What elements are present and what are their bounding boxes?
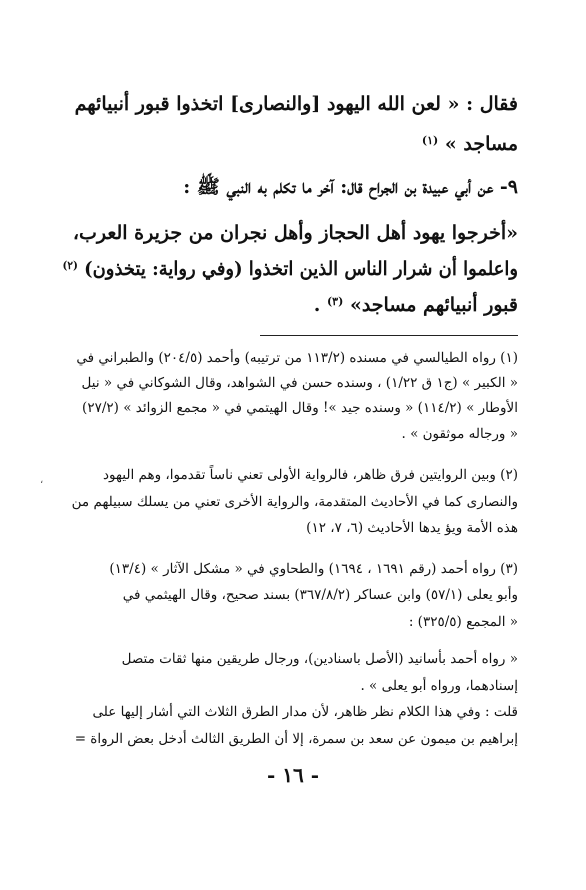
footnote-1-line-2: « الكبير » (ج١ ق ١/٢٢) ، وسنده حسن في الشواهد، وقال الشوكاني في « نيل xyxy=(81,375,518,391)
footnote-3-line-5: إسنادهما، ورواه أبو يعلى » . xyxy=(360,678,518,694)
footnote-1-line-4: « ورجاله موثقون » . xyxy=(401,426,518,442)
footnote-3-line-3: « المجمع (٣٢٥/٥) : xyxy=(408,614,518,630)
footnote-3-line-4: « رواه أحمد بأسانيد (الأصل باسنادين)، ورجال طريقين منها ثقات متصل xyxy=(121,651,518,667)
footnote-1-line-1: (١) رواه الطيالسي في مسنده (١١٣/٢ من ترتيبه) وأحمد (٢٠٤/٥) والطبراني في xyxy=(76,350,518,366)
page-number: - ١٦ - xyxy=(266,763,319,787)
footnote-3-line-2: وأبو يعلى (٥٧/١) وابن عساكر (٣٦٧/٨/٢) بسند صحيح، وقال الهيثمي في xyxy=(122,587,518,603)
body-line-5: واعلموا أن شرار الناس الذين اتخذوا (وفي رواية: يتخذون) $^{(٢)}$ xyxy=(62,258,519,280)
body-line-1: فقال : « لعن الله اليهود [والنصارى] اتخذوا قبور أنبيائهم xyxy=(74,93,518,115)
body-line-2: مساجد » $^{(١)}$ xyxy=(421,133,518,155)
body-line-6: قبور أنبيائهم مساجد» $^{(٣)}$ . xyxy=(313,294,518,316)
body-line-4: «أخرجوا يهود أهل الحجاز وأهل نجران من جزيرة العرب، xyxy=(72,222,518,244)
footnote-separator xyxy=(260,335,518,336)
hadith-heading: ٩- عن أبي عبيدة بن الجراح قال: آخر ما تكلم به النبي ﷺ : xyxy=(183,176,518,198)
footnote-1-line-3: الأوطار » (١١٤/٢) « وسنده جيد »! وقال الهيتمي في « مجمع الزوائد » (٢٧/٢) xyxy=(82,400,518,416)
footnote-3-line-6: قلت : وفي هذا الكلام نظر ظاهر، لأن مدار الطرق الثلاث التي أشار إليها على xyxy=(92,704,518,720)
footnote-ref-1: (١) xyxy=(421,134,439,147)
footnote-2-line-2: والنصارى كما في الأحاديث المتقدمة، والرواية الأخرى تعني من يسلك سبيلهم من xyxy=(71,494,518,510)
footnote-ref-3: (٣) xyxy=(326,295,344,308)
footnote-ref-2: (٢) xyxy=(62,259,78,272)
footnote-3-line-7: إبراهيم بن ميمون عن سعد بن سمرة، إلا أن الطريق الثالث أدخل بعض الرواة = xyxy=(74,731,518,747)
margin-mark: ، xyxy=(40,475,44,486)
footnote-3-line-1: (٣) رواه أحمد (رقم ١٦٩١ ، ١٦٩٤) والطحاوي في « مشكل الآثار » (١٣/٤) xyxy=(109,561,518,577)
footnote-2-line-3: هذه الأمة ويؤ يدها الأحاديث (٦، ٧، ١٢) xyxy=(306,520,518,536)
footnote-2-line-1: (٢) وبين الروايتين فرق ظاهر، فالرواية الأولى تعني ناساً تقدموا، وهم اليهود xyxy=(103,467,518,483)
